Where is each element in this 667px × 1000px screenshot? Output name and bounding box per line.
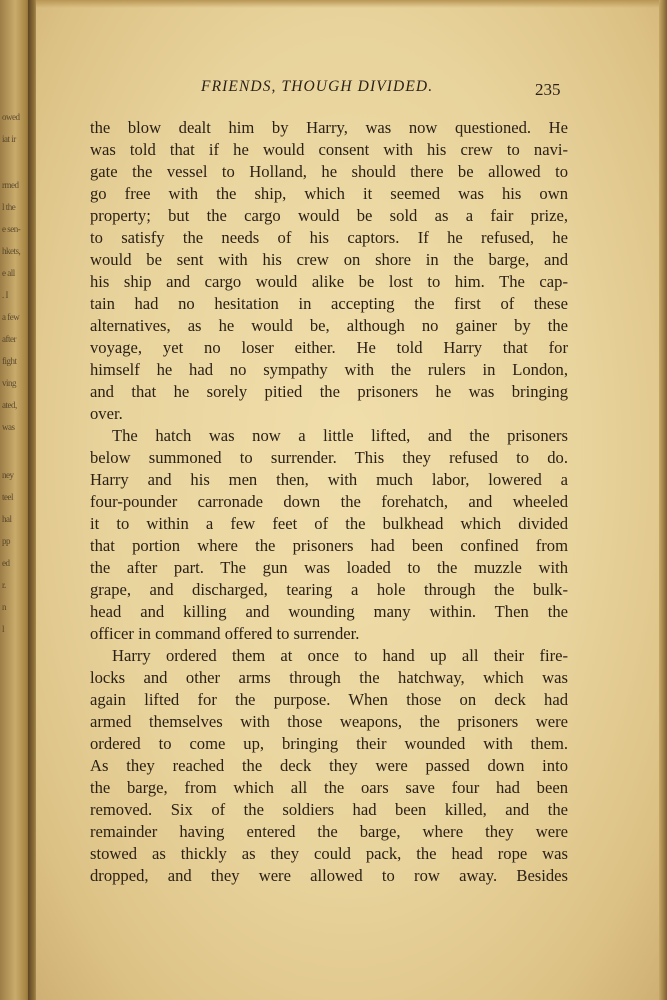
text-line: tain had no hesitation in accepting the first of these bbox=[90, 294, 568, 313]
gutter-fragment: ving bbox=[2, 378, 17, 388]
text-line: was told that if he would consent with his crew to navi- bbox=[90, 140, 568, 159]
gutter-fragment: teel bbox=[2, 492, 13, 502]
gutter-fragment: pp bbox=[2, 536, 10, 546]
gutter-fragment: was bbox=[2, 422, 15, 432]
text-line: remainder having entered the barge, where they were bbox=[90, 822, 568, 841]
text-line: officer in command offered to surrender. bbox=[90, 624, 360, 643]
text-line: four-pounder carronade down the forehatch, and wheeled bbox=[90, 492, 568, 511]
gutter-fragment: ated, bbox=[2, 400, 17, 410]
gutter-fragment: l the bbox=[2, 202, 16, 212]
text-line: alternatives, as he would be, although no gainer by the bbox=[90, 316, 568, 335]
text-line: go free with the ship, which it seemed was his own bbox=[90, 184, 568, 203]
text-line: removed. Six of the soldiers had been killed, and the bbox=[90, 800, 568, 819]
gutter-fragment: a few bbox=[2, 312, 20, 322]
page-top-shadow bbox=[36, 0, 659, 8]
text-line: stowed as thickly as they could pack, the head rope was bbox=[90, 844, 568, 863]
page-number: 235 bbox=[535, 80, 561, 99]
gutter-fragment: r. bbox=[2, 580, 6, 590]
text-line: dropped, and they were allowed to row away. Besides bbox=[90, 866, 568, 885]
text-line: head and killing and wounding many within. Then the bbox=[90, 602, 568, 621]
gutter-fragment: hkets, bbox=[2, 246, 21, 256]
text-line: that portion where the prisoners had been confined from bbox=[90, 536, 568, 555]
gutter-fragment: . I bbox=[2, 290, 8, 300]
page-right-edge bbox=[659, 0, 667, 1000]
gutter-fragment: e sen- bbox=[2, 224, 21, 234]
gutter-fragment: n bbox=[2, 602, 6, 612]
text-line: Harry and his men then, with much labor, lowered a bbox=[90, 470, 568, 489]
text-line: it to within a few feet of the bulkhead which divided bbox=[90, 514, 568, 533]
gutter-fragment: owed bbox=[2, 112, 20, 122]
text-line: and that he sorely pitied the prisoners he was bringing bbox=[90, 382, 568, 401]
gutter-fragment: l bbox=[2, 624, 5, 634]
gutter-fragment: e all bbox=[2, 268, 15, 278]
text-line: property; but the cargo would be sold as a fair prize, bbox=[90, 206, 568, 225]
text-line: grape, and discharged, tearing a hole through the bulk- bbox=[90, 580, 568, 599]
text-line: again lifted for the purpose. When those on deck had bbox=[90, 690, 568, 709]
text-line: the after part. The gun was loaded to the muzzle with bbox=[90, 558, 568, 577]
text-line: to satisfy the needs of his captors. If he refused, he bbox=[90, 228, 568, 247]
gutter-fragment: after bbox=[2, 334, 16, 344]
text-line: himself he had no sympathy with the rulers in London, bbox=[90, 360, 568, 379]
text-line: ordered to come up, bringing their wounded with them. bbox=[90, 734, 568, 753]
text-line: below summoned to surrender. This they refused to do. bbox=[90, 448, 568, 467]
running-title: FRIENDS, THOUGH DIVIDED. bbox=[201, 78, 434, 95]
gutter-fragment: ney bbox=[2, 470, 14, 480]
gutter-fragment: hal bbox=[2, 514, 12, 524]
text-line: locks and other arms through the hatchway, which was bbox=[90, 668, 568, 687]
body-text bbox=[90, 117, 568, 887]
text-line: over. bbox=[90, 404, 123, 423]
text-line: the blow dealt him by Harry, was now questioned. He bbox=[90, 118, 568, 137]
paragraph-start-line: The hatch was now a little lifted, and the prisoners bbox=[112, 426, 568, 445]
book-page bbox=[36, 0, 659, 1000]
text-line: armed themselves with those weapons, the prisoners were bbox=[90, 712, 568, 731]
gutter-fragment: fight bbox=[2, 356, 17, 366]
text-line: the barge, from which all the oars save four had been bbox=[90, 778, 568, 797]
page-header bbox=[36, 78, 659, 104]
text-line: As they reached the deck they were passed down into bbox=[90, 756, 568, 775]
gutter-fragment: rmed bbox=[2, 180, 19, 190]
text-line: gate the vessel to Holland, he should there be allowed to bbox=[90, 162, 568, 181]
gutter-fragment: ed bbox=[2, 558, 10, 568]
text-line: his ship and cargo would alike be lost to him. The cap- bbox=[90, 272, 568, 291]
gutter-fragment: iat ir bbox=[2, 134, 16, 144]
text-line: would be sent with his crew on shore in the barge, and bbox=[90, 250, 568, 269]
paragraph-start-line: Harry ordered them at once to hand up all their fire- bbox=[112, 646, 568, 665]
text-line: voyage, yet no loser either. He told Harry that for bbox=[90, 338, 568, 357]
